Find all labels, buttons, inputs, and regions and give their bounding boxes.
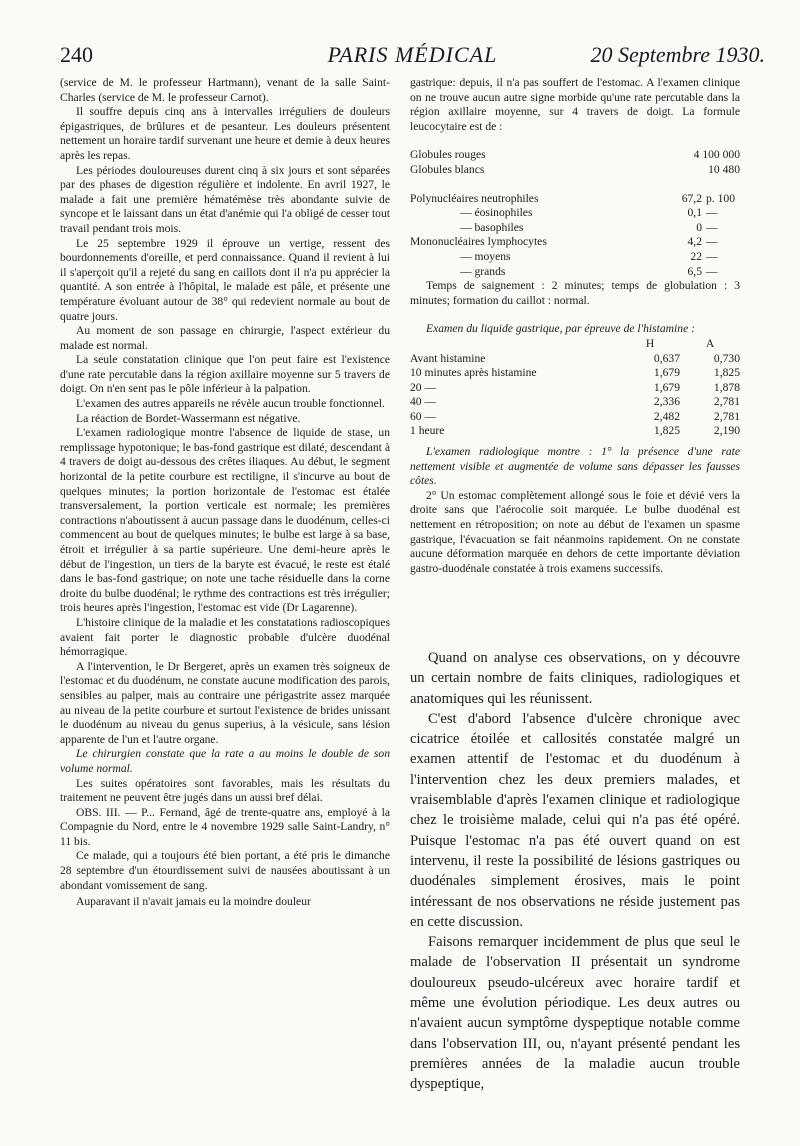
table-row <box>410 250 740 265</box>
table-cell-h: 1,679 <box>653 380 680 394</box>
paragraph: L'examen radiologique montre : 1° la présence d'une rate nettement visible et augmentée de volume sans dépasser les fausses côtes. <box>410 445 740 488</box>
table-row <box>410 163 740 178</box>
table-row <box>410 381 740 396</box>
table-cell-a: 1,878 <box>713 380 740 394</box>
table-row <box>410 192 740 207</box>
table-cell-label: 40 — <box>410 395 437 409</box>
table-cell-label: 60 — <box>410 409 437 423</box>
paragraph: Faisons remarquer incidemment de plus que seul le malade de l'observation II présentait un syndrome douloureux pseudo-ulcéreux avec horaire tardif et même une évolution périodique. Les deux autres ou n'avaient aucun symptôme dyspeptique notable comme dans l'observation III, ou, n'ayant présenté pendant les premières années de la maladie aucun trouble dyspeptique, <box>410 934 740 1093</box>
paragraph: L'examen radiologique montre l'absence de liquide de stase, un remplissage hypotonique; le bas-fond gastrique est dilaté, descendant à 4 travers de doigt au-dessous des crêtes iliaques. Au début, le segment horizontal de la petite courbure est rectiligne, il s'incurve au bout de quelques minutes; la portion horizontale de l'estomac est étalée transversalement, la portion verticale est normale; les premières contractions n'aboutissent à aucun passage dans le duodénum, celles-ci commencent au bout de quelques minutes; le bulbe est large à sa base, étroit et irrégulier à sa partie supérieure. Une demi-heure après le début de l'ingestion, un tiers de la baryte est évacué, le reste est étalé dans le bas-fond gastrique; on note une tache résiduelle dans la corne droite du bulbe duodénal; le rythme des contractions est très irrégulier; trois heures après l'ingestion, l'estomac est vide (Dr Lagarenne). <box>60 426 390 615</box>
table-row <box>410 206 740 221</box>
table-cell-h: 2,336 <box>653 395 680 409</box>
paragraph: Les périodes douloureuses durent cinq à six jours et sont séparées par des phases de digestion régulière et indolente. En avril 1927, le malade a fait une première hématémèse très abondante suivie de syncope et le laissant dans un état d'anémie qui l'a obligé de cesser tout travail pendant trois mois. <box>60 163 390 235</box>
paragraph: Auparavant il n'avait jamais eu la moindre douleur <box>76 895 311 909</box>
table-cell-value: 10 480 <box>708 162 740 176</box>
page-number: 240 <box>60 42 93 67</box>
table-cell-unit: — <box>706 249 718 263</box>
paragraph: 2° Un estomac complètement allongé sous le foie et dévié vers la droite sans que l'aérocolie soit marquée. Le bulbe duodénal est nettement en rétroposition; on note au début de l'examen un spasme gastrique, l'évacuation se fait néanmoins rapidement. On ne constate aucune déformation marquée en dehors de cette importante déviation gastro-duodénale constatée à trois examens successifs. <box>410 488 740 575</box>
table-cell-value: 67,2 <box>681 191 702 205</box>
table-cell-h: 0,637 <box>653 351 680 365</box>
table-row <box>410 235 740 250</box>
table-row <box>410 366 740 381</box>
paragraph: L'examen des autres appareils ne révèle aucun trouble fonctionnel. <box>76 397 385 411</box>
table-cell-value: 0 <box>696 220 702 234</box>
table-cell-a: 0,730 <box>713 351 740 365</box>
table-cell-unit: — <box>706 206 718 220</box>
observation-heading: OBS. III. — P... Fernand, âgé de trente-quatre ans, employé à la Compagnie du Nord, entre le 4 novembre 1929 salle Saint-Landry, n° 11 bis. <box>60 805 390 848</box>
paragraph: Ce malade, qui a toujours été bien portant, a été pris le dimanche 28 septembre d'un étourdissement suivi de nausées aboutissant à un abondant vomissement de sang. <box>60 849 390 892</box>
table-cell-value: 0,1 <box>687 206 702 220</box>
paragraph: gastrique: depuis, il n'a pas souffert de l'estomac. A l'examen clinique on ne trouve aucun autre signe morbide qu'une rate percutable dans la région axillaire moyenne, sur 4 travers de doigt. La formule leucocytaire est de : <box>410 76 740 133</box>
paragraph: L'histoire clinique de la maladie et les constatations radioscopiques avaient fait porter le diagnostic probable d'ulcère duodénal hémorragique. <box>60 615 390 659</box>
paragraph: Il souffre depuis cinq ans à intervalles irréguliers de douleurs épigastriques, de brûlures et de pesanteur. Les douleurs présentent nettement un horaire tardif survenant une heure et demie à deux heures après les repas. <box>60 105 390 162</box>
table-cell-label: — basophiles <box>460 220 524 234</box>
paragraph: Temps de saignement : 2 minutes; temps de globulation : 3 minutes; formation du caillot : normal. <box>410 279 740 307</box>
table-cell-label: Globules blancs <box>410 162 485 176</box>
table-row <box>410 352 740 367</box>
table-cell-label: Mononucléaires lymphocytes <box>410 235 547 249</box>
table-cell-unit: — <box>706 235 718 249</box>
paragraph: (service de M. le professeur Hartmann), venant de la salle Saint-Charles (service de M. le professeur Carnot). <box>60 76 390 104</box>
discussion-section <box>410 648 740 1095</box>
table-cell-label: 1 heure <box>410 424 445 438</box>
paragraph: Le 25 septembre 1929 il éprouve un vertige, ressent des bourdonnements d'oreille, et perd connaissance. Quand il revient à lui il s'aperçoit qu'il a rejeté du sang en caillots dont il n'a pu apprécier la quantité. A son entrée à l'hôpital, le malade est pâle, et présente une température évoluant autour de 38° qui redevient normale au bout de quatre jours. <box>60 236 390 323</box>
paragraph: C'est d'abord l'absence d'ulcère chronique avec cicatrice étoilée et callosités constatée malgré un examen attentif de l'estomac et du duodénum à l'intervention chez les deux premiers malades, et vraisemblable d'après l'examen clinique et radiologique chez le troisième malade, celui qui n'a pas été opéré. Puisque l'estomac n'a pas été ouvert quand on est intervenu, il reste la possibilité de lésions gastriques ou duodénales simplement érosives, mais le point intéressant de nos observations ne réside justement pas en cette discussion. <box>410 710 740 930</box>
table-cell-a: 2,781 <box>713 395 740 409</box>
leukocyte-formula-table <box>410 192 740 280</box>
table-cell-label: — éosinophiles <box>460 206 533 220</box>
table-cell-a: 1,825 <box>713 366 740 380</box>
gastric-fluid-table <box>410 337 740 439</box>
table-cell-label: Avant histamine <box>410 351 486 365</box>
table-cell-unit: p. 100 <box>706 191 735 205</box>
table-row <box>410 148 740 163</box>
table-cell-label: Polynucléaires neutrophiles <box>410 191 539 205</box>
paragraph: Quand on analyse ces observations, on y découvre un certain nombre de faits cliniques, radiologiques et anatomiques qui les réunissent. <box>410 650 740 707</box>
table-cell-label: — grands <box>460 264 506 278</box>
paragraph: La seule constatation clinique que l'on peut faire est l'existence d'une rate percutable dans la région axillaire moyenne sur 5 travers de doigt. On n'en sent pas le pôle inférieur à la palpation. <box>60 353 390 396</box>
paragraph: Le chirurgien constate que la rate a au moins le double de son volume normal. <box>60 747 390 775</box>
table-cell-value: 4 100 000 <box>693 148 740 162</box>
table-row <box>410 221 740 236</box>
table-cell-a: 2,781 <box>713 409 740 423</box>
column-header-h: H <box>645 336 655 350</box>
table-cell-value: 6,5 <box>687 264 702 278</box>
right-column <box>410 76 740 576</box>
column-header-a: A <box>705 336 715 350</box>
table-row <box>410 410 740 425</box>
table-cell-value: 22 <box>690 249 702 263</box>
left-column <box>60 76 390 910</box>
paragraph: Au moment de son passage en chirurgie, l'aspect extérieur du malade est normal. <box>60 324 390 352</box>
table-cell-label: — moyens <box>460 249 511 263</box>
table-cell-label: Globules rouges <box>410 148 486 162</box>
table-row <box>410 265 740 280</box>
table-cell-unit: — <box>706 220 718 234</box>
table-header-row <box>410 337 740 352</box>
journal-title: PARIS MÉDICAL <box>327 42 498 67</box>
table-cell-unit: — <box>706 264 718 278</box>
paragraph: A l'intervention, le Dr Bergeret, après un examen très soigneux de l'estomac et du duodénum, ne constate aucune modification des parois, sensibles au palper, mais au contraire une périgastrite assez marquée au niveau de la petite courbure et surtout l'existence de brides unissant le duodénum au niveau du genus superius, à la vésicule, sans lésion apparente de l'un et l'autre organe. <box>60 659 390 746</box>
paragraph: Examen du liquide gastrique, par épreuve de l'histamine : <box>426 322 695 336</box>
table-cell-h: 2,482 <box>653 409 680 423</box>
table-cell-label: 20 — <box>410 380 437 394</box>
paragraph: La réaction de Bordet-Wassermann est négative. <box>76 411 301 425</box>
paragraph: Les suites opératoires sont favorables, mais les résultats du traitement ne peuvent être jugés dans un aussi bref délai. <box>60 776 390 805</box>
table-cell-value: 4,2 <box>687 235 702 249</box>
table-row <box>410 424 740 439</box>
table-cell-h: 1,825 <box>653 424 680 438</box>
issue-date: 20 Septembre 1930. <box>590 42 765 67</box>
table-cell-a: 2,190 <box>713 424 740 438</box>
blood-count-table <box>410 148 740 177</box>
table-cell-h: 1,679 <box>653 366 680 380</box>
page-header <box>60 42 765 72</box>
table-row <box>410 395 740 410</box>
table-cell-label: 10 minutes après histamine <box>410 366 537 380</box>
